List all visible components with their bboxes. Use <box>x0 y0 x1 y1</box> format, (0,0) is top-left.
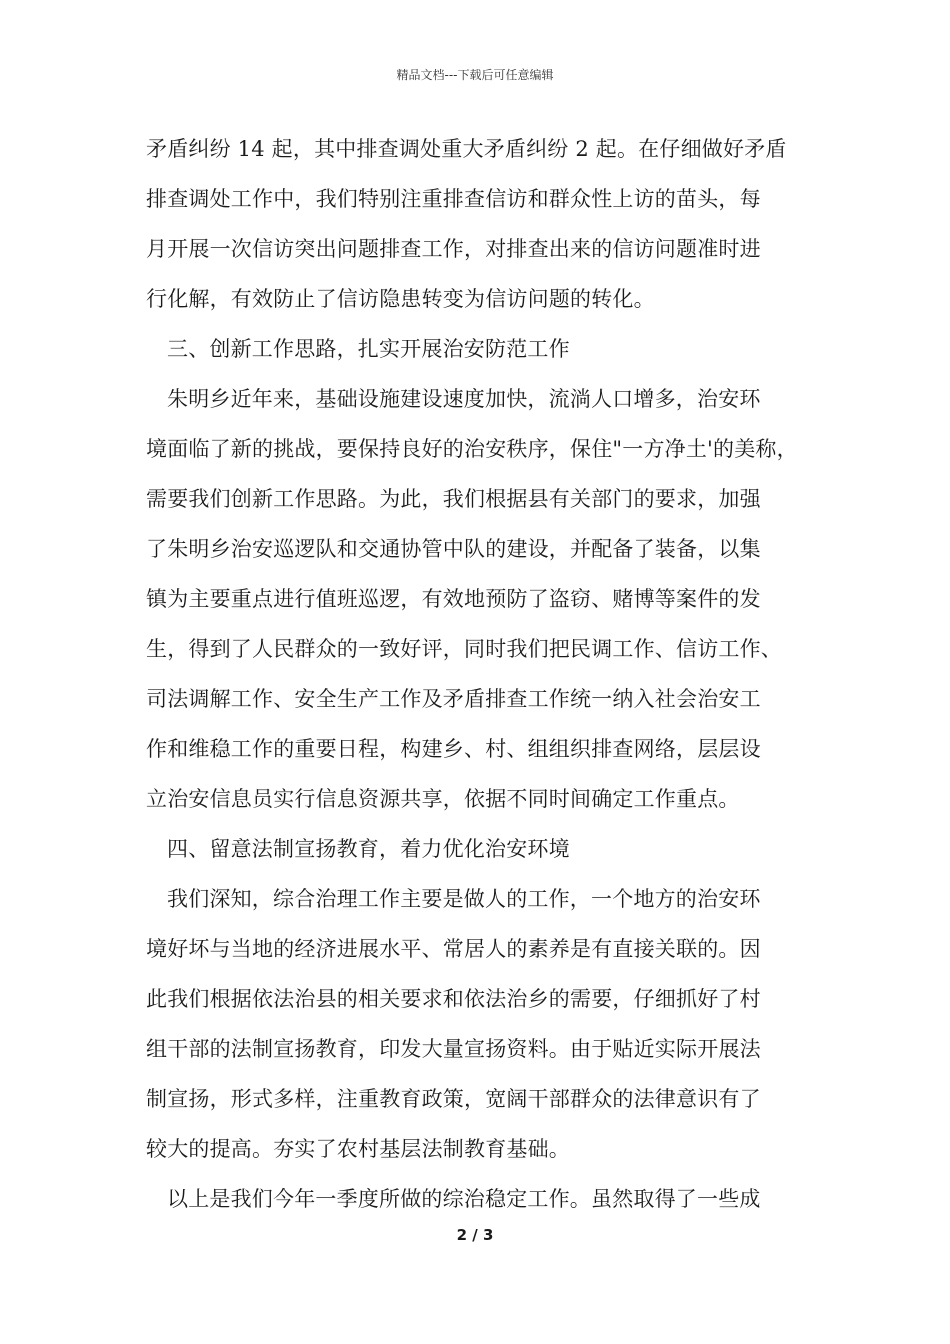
text-line: 司法调解工作、安全生产工作及矛盾排查工作统一纳入社会治安工 <box>146 687 761 711</box>
text-line: 镇为主要重点进行值班巡逻，有效地预防了盗窃、赌博等案件的发 <box>146 587 761 611</box>
page-header: 精品文档---下载后可任意编辑 <box>396 68 554 82</box>
document-body <box>146 124 816 1224</box>
text-line: 境好坏与当地的经济进展水平、常居人的素养是有直接关联的。因 <box>146 937 761 961</box>
text-line: 制宣扬，形式多样，注重教育政策，宽阔干部群众的法律意识有了 <box>146 1087 761 1111</box>
text-line: 了朱明乡治安巡逻队和交通协管中队的建设，并配备了装备，以集 <box>146 537 761 561</box>
text-line: 行化解，有效防止了信访隐患转变为信访问题的转化。 <box>146 287 655 311</box>
text-line: 矛盾纠纷 14 起，其中排查调处重大矛盾纠纷 2 起。在仔细做好矛盾 <box>146 137 787 161</box>
text-line: 境面临了新的挑战，要保持良好的治安秩序，保住"一方净土'的美称， <box>146 437 798 461</box>
text-line: 此我们根据依法治县的相关要求和依法治乡的需要，仔细抓好了村 <box>146 987 761 1011</box>
text-line: 需要我们创新工作思路。为此，我们根据县有关部门的要求，加强 <box>146 487 761 511</box>
text-line: 立治安信息员实行信息资源共享，依据不同时间确定工作重点。 <box>146 787 740 811</box>
section-heading: 四、留意法制宣扬教育，着力优化治安环境 <box>167 837 570 861</box>
text-line: 我们深知，综合治理工作主要是做人的工作，一个地方的治安环 <box>167 887 761 911</box>
page-number: 2 / 3 <box>456 1226 494 1244</box>
text-line: 以上是我们今年一季度所做的综治稳定工作。虽然取得了一些成 <box>167 1187 761 1211</box>
text-line: 作和维稳工作的重要日程，构建乡、村、组组织排查网络，层层设 <box>146 737 761 761</box>
text-line: 组干部的法制宣扬教育，印发大量宣扬资料。由于贴近实际开展法 <box>146 1037 761 1061</box>
text-line: 朱明乡近年来，基础设施建设速度加快，流淌人口增多，治安环 <box>167 387 761 411</box>
section-heading: 三、创新工作思路，扎实开展治安防范工作 <box>167 337 570 361</box>
text-line: 生，得到了人民群众的一致好评，同时我们把民调工作、信访工作、 <box>146 637 782 661</box>
text-line: 较大的提高。夯实了农村基层法制教育基础。 <box>146 1137 570 1161</box>
text-line: 月开展一次信访突出问题排查工作，对排查出来的信访问题准时进 <box>146 237 761 261</box>
text-line: 排查调处工作中，我们特别注重排查信访和群众性上访的苗头，每 <box>146 187 761 211</box>
